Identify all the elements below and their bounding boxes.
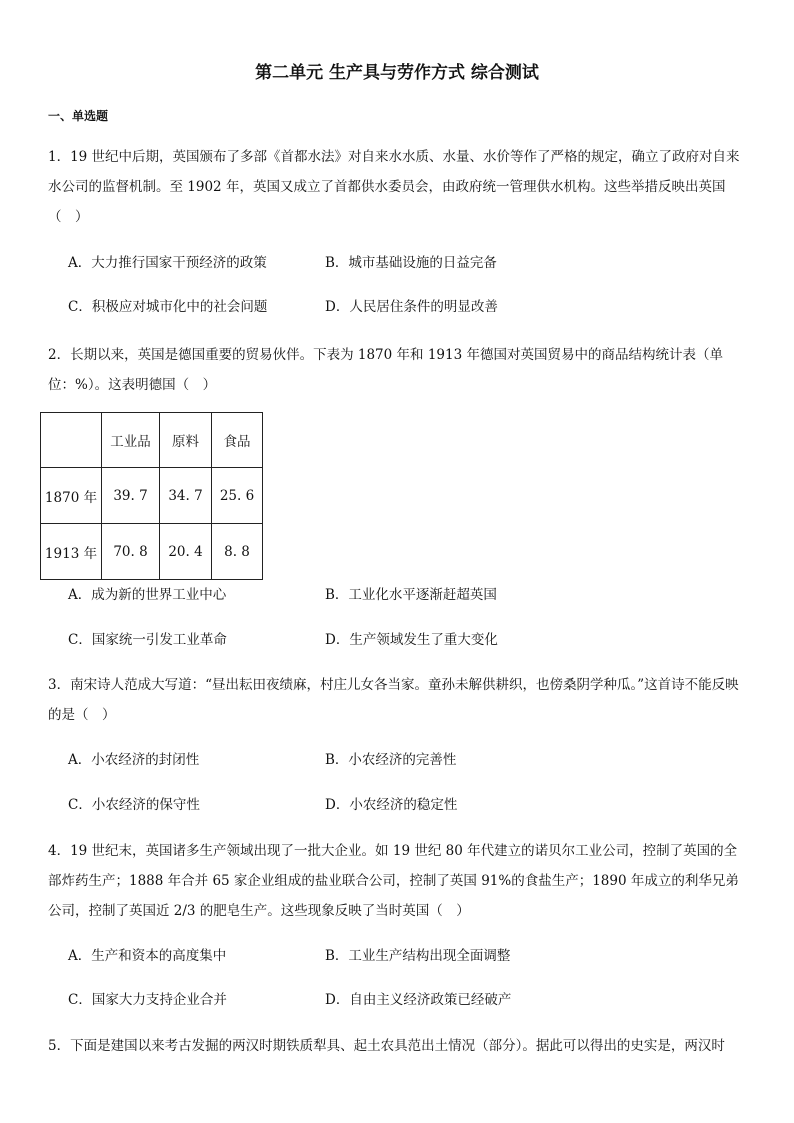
section-heading: 一、单选题	[48, 109, 109, 123]
table-cell: 1870 年	[41, 468, 102, 524]
question-1-stem: 1．19 世纪中后期，英国颁布了多部《首都水法》对自来水水质、水量、水价等作了严格的规定，确立了政府对自来水公司的监督机制。至 1902 年，英国又成立了首都供水委员会，由政府统一管理供水机构。这些举措反映出英国（ ）	[48, 149, 740, 225]
question-1-option-c[interactable]: C．积极应对城市化中的社会问题	[68, 299, 268, 315]
table-header-cell	[41, 413, 102, 468]
question-4-option-d[interactable]: D．自由主义经济政策已经破产	[325, 992, 512, 1008]
table-cell: 1913 年	[41, 524, 102, 580]
table-cell: 20. 4	[160, 524, 212, 580]
trade-structure-table	[40, 412, 263, 580]
question-4-option-a[interactable]: A．生产和资本的高度集中	[68, 948, 227, 964]
question-2-option-a[interactable]: A．成为新的世界工业中心	[68, 587, 227, 603]
question-1-option-a[interactable]: A．大力推行国家干预经济的政策	[68, 255, 267, 271]
table-header-cell: 原料	[160, 413, 212, 468]
question-4-option-b[interactable]: B．工业生产结构出现全面调整	[325, 948, 511, 964]
question-4-option-c[interactable]: C．国家大力支持企业合并	[68, 992, 227, 1008]
table-row	[41, 468, 263, 524]
table-header-row	[41, 413, 263, 468]
question-2-option-c[interactable]: C．国家统一引发工业革命	[68, 632, 227, 648]
table-cell: 34. 7	[160, 468, 212, 524]
table-cell: 70. 8	[102, 524, 160, 580]
table-header-cell: 工业品	[102, 413, 160, 468]
question-2-stem: 2．长期以来，英国是德国重要的贸易伙伴。下表为 1870 年和 1913 年德国对英国贸易中的商品结构统计表（单位：%）。这表明德国（ ）	[48, 347, 723, 393]
question-3-option-c[interactable]: C．小农经济的保守性	[68, 797, 200, 813]
table-cell: 25. 6	[212, 468, 263, 524]
question-3-option-a[interactable]: A．小农经济的封闭性	[68, 752, 200, 768]
table-cell: 8. 8	[212, 524, 263, 580]
question-3-option-d[interactable]: D．小农经济的稳定性	[325, 797, 458, 813]
table-header-cell: 食品	[212, 413, 263, 468]
question-3-option-b[interactable]: B．小农经济的完善性	[325, 752, 457, 768]
question-1-option-d[interactable]: D．人民居住条件的明显改善	[325, 299, 498, 315]
question-2-option-b[interactable]: B．工业化水平逐渐赶超英国	[325, 587, 497, 603]
page-title: 第二单元 生产具与劳作方式 综合测试	[255, 63, 539, 83]
question-4-stem: 4．19 世纪末，英国诸多生产领域出现了一批大企业。如 19 世纪 80 年代建立的诺贝尔工业公司，控制了英国的全部炸药生产；1888 年合并 65 家企业组成的盐业联合公司，控制了英国 91%的食盐生产；1890 年成立的利华兄弟公司，控制了英国近 2/3 的肥皂生产。这些现象反映了当时英国（ ）	[48, 843, 739, 919]
question-5-stem: 5．下面是建国以来考古发掘的两汉时期铁质犁具、起土农具范出土情况（部分）。据此可以得出的史实是，两汉时	[48, 1038, 725, 1054]
question-2-option-d[interactable]: D．生产领域发生了重大变化	[325, 632, 498, 648]
table-row	[41, 524, 263, 580]
question-3-stem: 3．南宋诗人范成大写道：“昼出耘田夜绩麻，村庄儿女各当家。童孙未解供耕织，也傍桑阴学种瓜。”这首诗不能反映的是（ ）	[48, 677, 739, 723]
question-1-option-b[interactable]: B．城市基础设施的日益完备	[325, 255, 497, 271]
table-cell: 39. 7	[102, 468, 160, 524]
